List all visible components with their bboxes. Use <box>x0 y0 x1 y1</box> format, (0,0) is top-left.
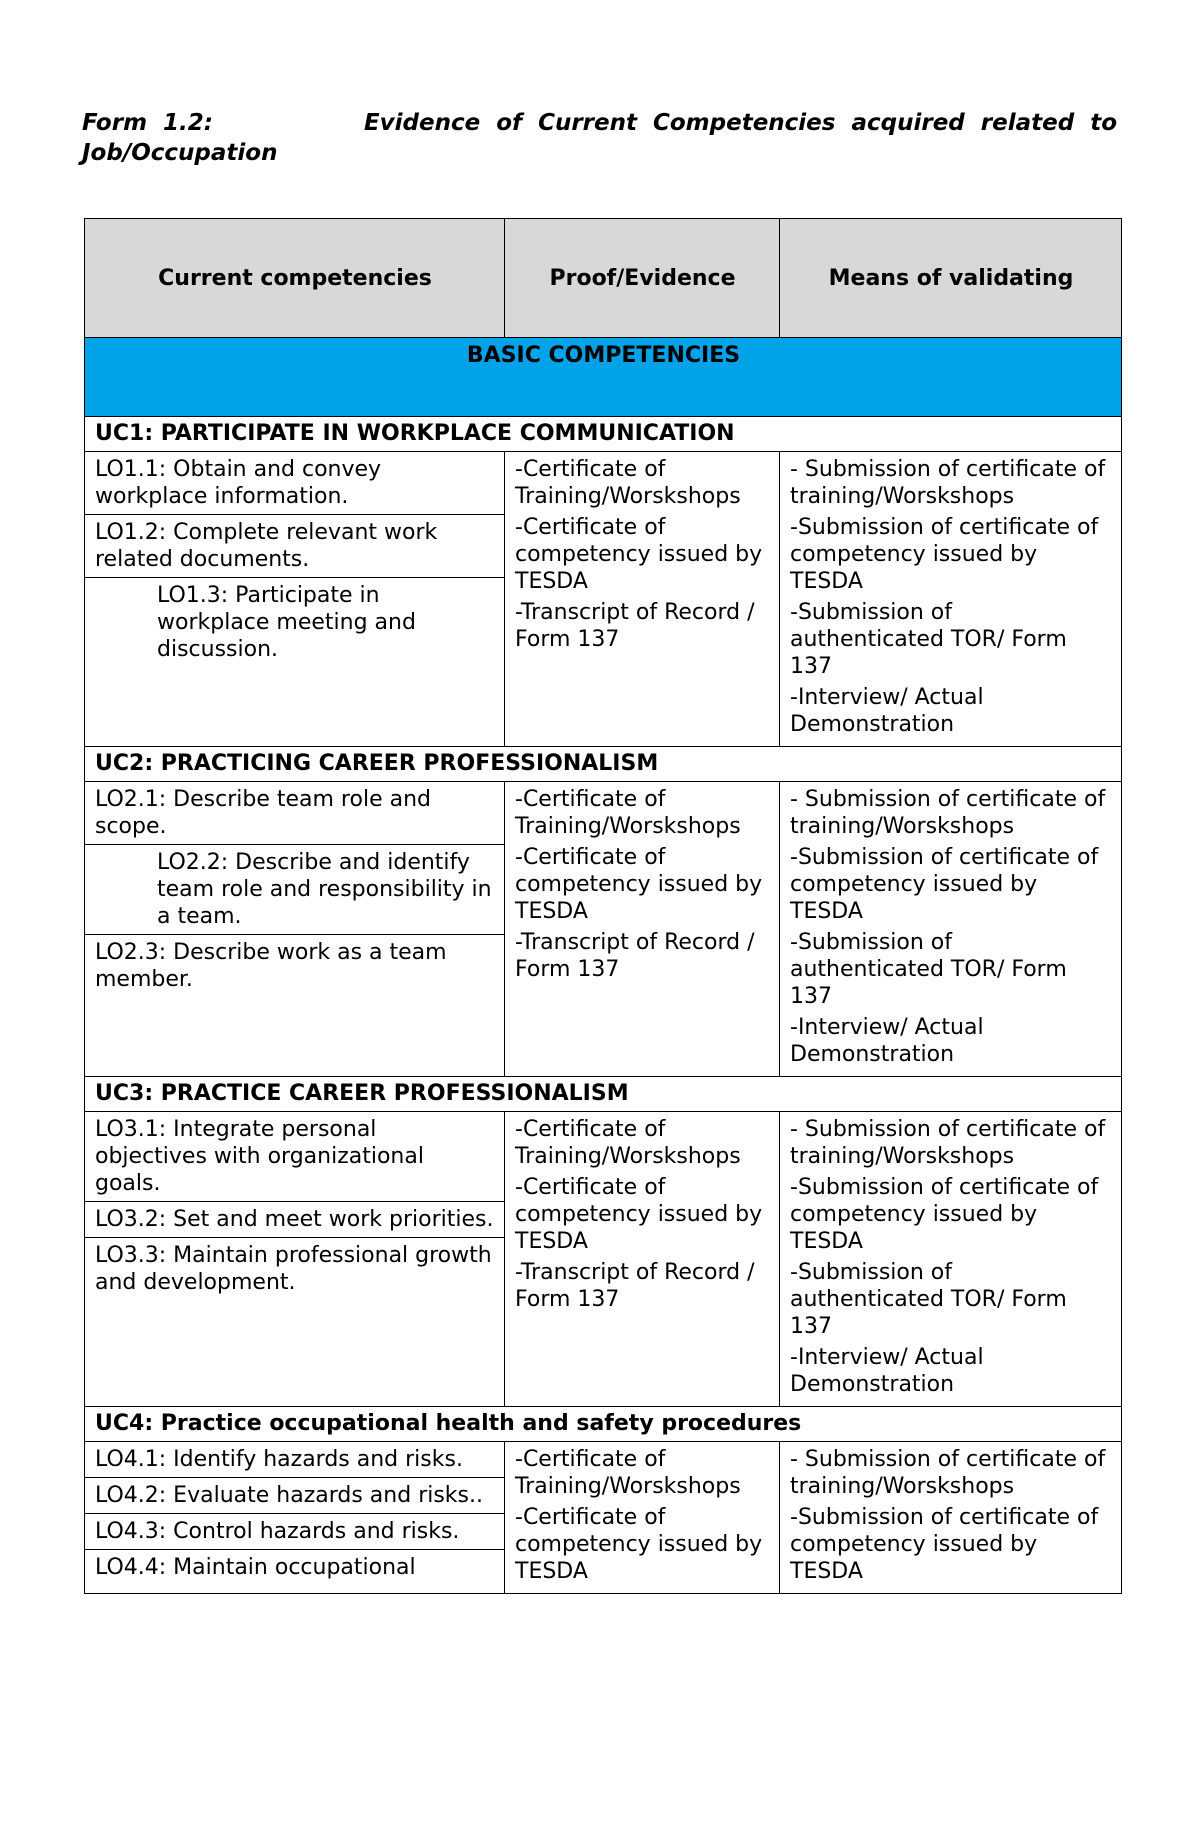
evidence-item: -Certificate of competency issued by TESDA <box>515 515 763 594</box>
learning-outcome-text: LO4.2: Evaluate hazards and risks.. <box>95 1483 483 1508</box>
learning-outcome <box>85 782 504 845</box>
means-item: -Interview/ Actual Demonstration <box>790 1345 984 1397</box>
learning-outcome <box>85 1478 504 1514</box>
learning-outcome <box>85 452 504 515</box>
form-number: Form 1.2: <box>82 110 213 136</box>
form-title-line2: Job/Occupation <box>82 140 278 166</box>
unit-body-row <box>85 452 1122 747</box>
means-item: -Submission of certificate of competency issued by TESDA <box>790 515 1099 594</box>
evidence-item: -Certificate of Training/Worskshops <box>515 1447 741 1499</box>
learning-outcome <box>85 1238 504 1300</box>
evidence-item: -Certificate of competency issued by TESDA <box>515 1175 763 1254</box>
header-current-competencies: Current competencies <box>85 219 505 338</box>
section-row <box>85 338 1122 417</box>
header-proof-evidence: Proof/Evidence <box>505 219 780 338</box>
competency-table <box>84 218 1122 1594</box>
means-item: -Submission of certificate of competency issued by TESDA <box>790 845 1099 924</box>
evidence-cell <box>505 452 780 747</box>
learning-outcome <box>85 1514 504 1550</box>
learning-outcome <box>85 1550 504 1585</box>
unit-body-row <box>85 782 1122 1077</box>
unit-title: UC1: PARTICIPATE IN WORKPLACE COMMUNICATION <box>85 417 1122 452</box>
learning-outcome-text: LO4.3: Control hazards and risks. <box>95 1519 460 1544</box>
learning-outcome <box>85 515 504 578</box>
means-item: -Interview/ Actual Demonstration <box>790 685 984 737</box>
means-cell <box>780 452 1122 747</box>
learning-outcome-text: LO3.3: Maintain professional growth and development. <box>95 1243 492 1295</box>
learning-outcomes-cell <box>85 782 505 1077</box>
learning-outcome <box>85 1202 504 1238</box>
learning-outcome-text: LO2.1: Describe team role and scope. <box>95 787 431 839</box>
evidence-cell <box>505 1112 780 1407</box>
unit-title-row <box>85 417 1122 452</box>
learning-outcome-text: LO4.1: Identify hazards and risks. <box>95 1447 463 1472</box>
means-cell <box>780 1112 1122 1407</box>
evidence-item: -Transcript of Record / Form 137 <box>515 600 755 652</box>
unit-title: UC3: PRACTICE CAREER PROFESSIONALISM <box>85 1077 1122 1112</box>
means-item: -Submission of authenticated TOR/ Form 137 <box>790 1260 1067 1339</box>
learning-outcome-text: LO1.2: Complete relevant work related documents. <box>95 520 438 572</box>
means-item: -Submission of certificate of competency issued by TESDA <box>790 1175 1099 1254</box>
header-means-of-validating: Means of validating <box>780 219 1122 338</box>
evidence-item: -Certificate of Training/Worskshops <box>515 787 741 839</box>
section-title: BASIC COMPETENCIES <box>85 338 1122 417</box>
learning-outcome <box>85 1112 504 1202</box>
learning-outcome <box>85 845 504 935</box>
learning-outcome-text: LO2.3: Describe work as a team member. <box>95 940 447 992</box>
means-cell <box>780 782 1122 1077</box>
learning-outcome-text: LO3.2: Set and meet work priorities. <box>95 1207 494 1232</box>
evidence-item: -Certificate of Training/Worskshops <box>515 1117 741 1169</box>
learning-outcome-text: LO1.1: Obtain and convey workplace information. <box>95 457 382 509</box>
evidence-item: -Certificate of Training/Worskshops <box>515 457 741 509</box>
means-item: -Interview/ Actual Demonstration <box>790 1015 984 1067</box>
evidence-item: -Transcript of Record / Form 137 <box>515 930 755 982</box>
means-item: - Submission of certificate of training/Worskshops <box>790 1117 1106 1169</box>
learning-outcome <box>85 1442 504 1478</box>
learning-outcome <box>85 935 504 997</box>
learning-outcome-text: LO1.3: Participate in workplace meeting and discussion. <box>157 583 416 662</box>
unit-title: UC2: PRACTICING CAREER PROFESSIONALISM <box>85 747 1122 782</box>
evidence-item: -Transcript of Record / Form 137 <box>515 1260 755 1312</box>
header-row <box>85 219 1122 338</box>
unit-title-row <box>85 1077 1122 1112</box>
evidence-item: -Certificate of competency issued by TESDA <box>515 1505 763 1584</box>
evidence-cell <box>505 1442 780 1594</box>
learning-outcome-text: LO4.4: Maintain occupational <box>95 1555 416 1580</box>
learning-outcome-text: LO3.1: Integrate personal objectives with organizational goals. <box>95 1117 424 1196</box>
means-item: - Submission of certificate of training/Worskshops <box>790 1447 1106 1499</box>
unit-title-row <box>85 747 1122 782</box>
means-item: -Submission of certificate of competency issued by TESDA <box>790 1505 1099 1584</box>
evidence-cell <box>505 782 780 1077</box>
means-item: -Submission of authenticated TOR/ Form 137 <box>790 600 1067 679</box>
learning-outcomes-cell <box>85 452 505 747</box>
learning-outcome <box>85 578 504 667</box>
unit-body-row <box>85 1442 1122 1594</box>
unit-title: UC4: Practice occupational health and safety procedures <box>85 1407 1122 1442</box>
form-title <box>82 108 1117 168</box>
learning-outcome-text: LO2.2: Describe and identify team role and responsibility in a team. <box>157 850 492 929</box>
evidence-item: -Certificate of competency issued by TESDA <box>515 845 763 924</box>
learning-outcomes-cell <box>85 1112 505 1407</box>
unit-title-row <box>85 1407 1122 1442</box>
means-item: - Submission of certificate of training/Worskshops <box>790 787 1106 839</box>
means-cell <box>780 1442 1122 1594</box>
learning-outcomes-cell <box>85 1442 505 1594</box>
means-item: - Submission of certificate of training/Worskshops <box>790 457 1106 509</box>
form-title-text: Evidence of Current Competencies acquired related to <box>363 110 1117 136</box>
unit-body-row <box>85 1112 1122 1407</box>
means-item: -Submission of authenticated TOR/ Form 137 <box>790 930 1067 1009</box>
